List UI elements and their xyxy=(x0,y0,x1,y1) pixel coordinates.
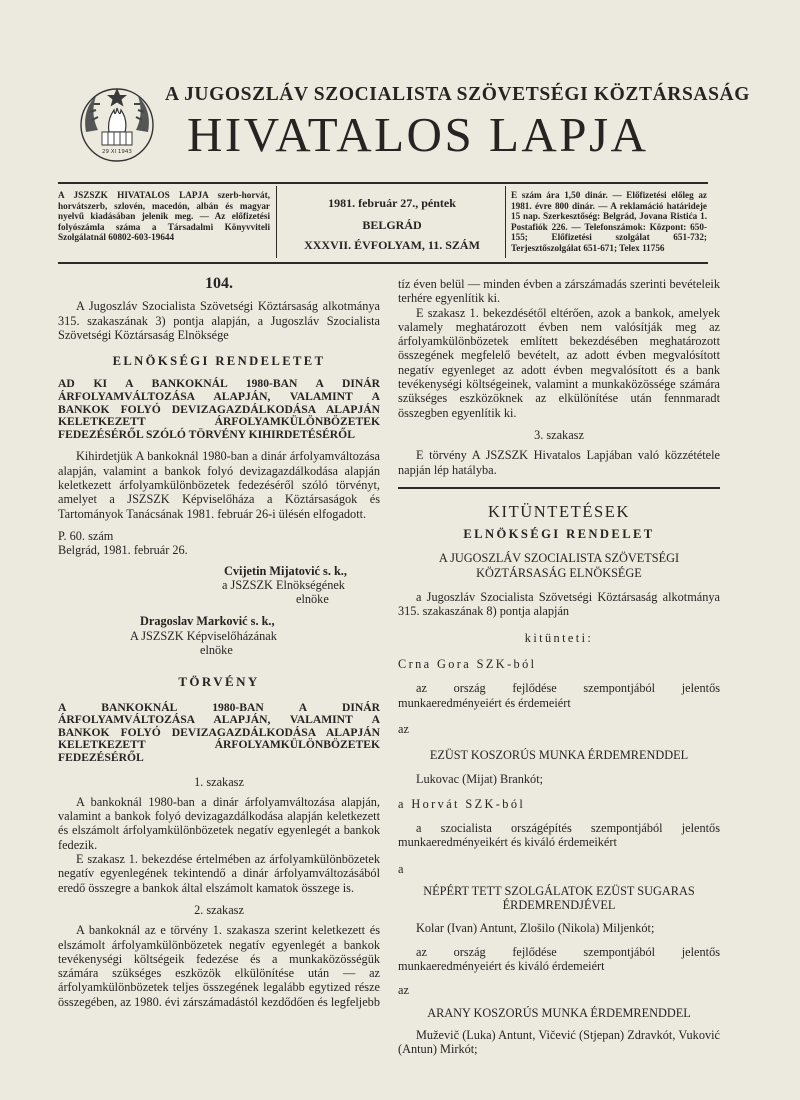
signatory-2-name: Dragoslav Marković s. k., xyxy=(140,614,275,629)
section-rule xyxy=(398,487,720,489)
signatory-2-role: A JSZSZK Képviselőházának xyxy=(130,628,277,643)
group-1-award: EZÜST KOSZORÚS MUNKA ÉRDEMRENDDEL xyxy=(429,748,689,763)
group-1-reason: az ország fejlődése szempontjából jelentős munkaeredményeiért és érdemeiért xyxy=(398,681,720,710)
header-divider-right xyxy=(505,186,506,258)
section-3-paragraph: E törvény A JSZSZK Hivatalos Lapjában való közzététele napján lép hatályba. xyxy=(398,448,720,477)
group-2-award: NÉPÉRT TETT SZOLGÁLATOK EZÜST SUGARAS ÉRDEMRENDJÉVEL xyxy=(423,883,695,913)
section-2-continuation: tíz éven belül — minden évben a zárszámadás szerinti bevételeik terhére egyenlítik ki. xyxy=(398,277,720,306)
group-2-region: a Horvát SZK-ból xyxy=(398,796,526,811)
decree-heading: ELNÖKSÉGI RENDELETET xyxy=(112,354,326,369)
signature-block-2 xyxy=(58,614,380,657)
emblem-date: 29 XI 1943 xyxy=(102,149,132,155)
honors-heading: KITÜNTETÉSEK xyxy=(487,501,630,521)
honors-decree-heading: ELNÖKSÉGI RENDELET xyxy=(463,527,655,542)
awards-verb: kitünteti: xyxy=(524,630,594,645)
decree-title: AD KI A BANKOKNÁL 1980-BAN A DINÁR ÁRFOLYAMVÁLTOZÁSA ALAPJÁN, VALAMINT A BANKOK FOLYÓ DEVIZAGAZDÁLKODÁSA ALAPJÁN KELETKEZETT ÁRFOLYAMKÜLÖNBÖZETEK FEDEZÉSÉRŐL SZÓLÓ TÖRVÉNY KIHIRDETÉSÉRŐL xyxy=(58,377,380,441)
item-number: 104. xyxy=(205,275,233,292)
group-2-a: a xyxy=(398,861,404,876)
section-1-heading: 1. szakasz xyxy=(194,774,244,789)
signatory-1-title: elnöke xyxy=(296,592,329,607)
subscription-info: A JSZSZK HIVATALOS LAPJA szerb-horvát, horvátszerb, szlovén, macedón, albán és magyar nyelvű kiadásában jelenik meg. — Az előfizetési folyószámla száma a Társadalmi Könyvviteli Szolgálatnál 60802-603-19644 xyxy=(58,190,270,243)
reference-date: Belgrád, 1981. február 26. xyxy=(58,543,188,558)
honors-intro: a Jugoszláv Szocialista Szövetségi Köztársaság alkotmánya 315. szakaszának 8) pontja alapján xyxy=(398,590,720,619)
header-top-rule xyxy=(58,182,708,184)
state-emblem-icon xyxy=(74,80,160,166)
header-divider-left xyxy=(276,186,277,258)
left-column xyxy=(58,277,380,1009)
price-editorial-info: E szám ára 1,50 dinár. — Előfizetési előleg az 1981. évre 800 dinár. — A reklamáció határideje 15 nap. Szerkesztőség: Belgrád, Jovana Ristića 1. Postafiók 226. — Telefonszámok: Központ: 650-155; Előfizetési szolgálat 651-732; Terjesztőszolgálat 651-671; Telex 11756 xyxy=(511,190,707,253)
group-3-recipients: Muževič (Luka) Antunt, Vičević (Stjepan) Zdravkót, Vuković (Antun) Mirkót; xyxy=(398,1027,720,1057)
group-2-recipients: Kolar (Ivan) Antunt, Zlošilo (Nikola) Miljenkót; xyxy=(416,920,655,935)
masthead-title: HIVATALOS LAPJA xyxy=(187,107,649,162)
group-3-award: ARANY KOSZORÚS MUNKA ÉRDEMRENDDEL xyxy=(427,1005,691,1020)
group-1-recipient: Lukovac (Mijat) Brankót; xyxy=(416,772,544,787)
group-1-az: az xyxy=(398,721,409,736)
presidency-heading: A JUGOSZLÁV SZOCIALISTA SZÖVETSÉGI KÖZTÁRSASÁG ELNÖKSÉGE xyxy=(438,551,680,580)
signatory-1-role: a JSZSZK Elnökségének xyxy=(222,577,345,592)
signature-block-1 xyxy=(58,564,380,607)
issue-volume: XXXVII. ÉVFOLYAM, 11. SZÁM xyxy=(304,238,480,252)
masthead-kicker: A JUGOSZLÁV SZOCIALISTA SZÖVETSÉGI KÖZTÁRSASÁG xyxy=(165,84,750,105)
issue-city: BELGRÁD xyxy=(362,218,422,232)
group-3-reason: az ország fejlődése szempontjából jelentős munkaeredményeiért és kiváló érdemeiért xyxy=(398,944,720,974)
reference-number: P. 60. szám xyxy=(58,528,114,543)
law-heading: TÖRVÉNY xyxy=(178,674,260,690)
signatory-2-title: elnöke xyxy=(200,643,233,658)
issue-date: 1981. február 27., péntek xyxy=(328,196,456,210)
section-2-paragraph-2: E szakasz 1. bekezdésétől eltérően, azok a bankok, amelyek valamely meghatározott évben nem valósítják meg az árfolyamkülönbözetek említett bekezdésében meghatározott összegének megfelelő bevételt, az adott évben megvalósított negatív egyenleget az adott évben megvalósított és a bank tevékenységi költségeinek, valamint a munkaközössége számára szükséges eszközöknek az elkülönítése után fennmaradt összegben egyenlítik ki. xyxy=(398,305,720,420)
section-3-heading: 3. szakasz xyxy=(534,427,584,442)
section-2-paragraph-1: A bankoknál az e törvény 1. szakasza szerint keletkezett és elszámolt árfolyamkülönbözetek negatív egyenlegét a bankok tevékenységi költségeik fedezése és a munkaközösségük számára szükséges eszközök elkülönítése után — az árfolyamkülönbözetek teljes összegének legalább egytized része összegében, az 1980. évi zárszámadástól kezdődően és legfeljebb xyxy=(58,923,380,1009)
header-bottom-rule xyxy=(58,262,708,264)
section-2-heading: 2. szakasz xyxy=(194,902,244,917)
decree-body: Kihirdetjük A bankoknál 1980-ban a dinár árfolyamváltozása alapján, valamint a bankok folyó devizagazdálkodása alapján keletkezett árfolyamkülönbözetek fedezéséről szóló törvényt, amelyet a JSZSZK Képviselőháza a Köztársaságok és Tartományok Tanácsának 1981. február 26-i ülésén elfogadott. xyxy=(58,449,380,521)
group-3-az: az xyxy=(398,983,409,998)
section-1-paragraph-2: E szakasz 1. bekezdése értelmében az árfolyamkülönbözetek negatív egyenlegének tekintendő a dinár árfolyamváltozásából eredő összegre a bankok által elszámolt kamatok összege is. xyxy=(58,852,380,895)
signatory-1-name: Cvijetin Mijatović s. k., xyxy=(224,563,347,578)
section-1-paragraph-1: A bankoknál 1980-ban a dinár árfolyamváltozása alapján, valamint a bankok folyó devizagazdálkodása alapján keletkezett és elszámolt árfolyamkülönbözetek negatív egyenlegét a bankok fedezik. xyxy=(58,794,380,852)
law-title: A BANKOKNÁL 1980-BAN A DINÁR ÁRFOLYAMVÁLTOZÁSA ALAPJÁN, VALAMINT A BANKOK FOLYÓ DEVIZAGAZDÁLKODÁSA ALAPJÁN KELETKEZETT ÁRFOLYAMKÜLÖNBÖZETEK FEDEZÉSÉRŐL xyxy=(58,700,380,764)
right-column xyxy=(398,277,720,1057)
group-2-reason: a szocialista országépítés szempontjából jelentős munkaeredményeikért és kiváló érdemeikért xyxy=(398,821,720,850)
group-1-region: Crna Gora SZK-ból xyxy=(398,656,537,671)
decree-intro: A Jugoszláv Szocialista Szövetségi Köztársaság alkotmánya 315. szakaszának 3) pontja alapján, a Jugoszláv Szocialista Szövetségi Köztársaság Elnöksége xyxy=(58,299,380,342)
